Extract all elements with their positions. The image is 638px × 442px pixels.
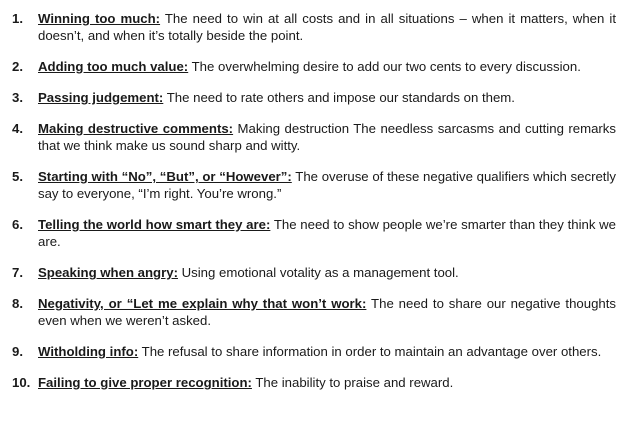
item-number: 2.	[12, 59, 23, 74]
list-item	[12, 374, 616, 391]
item-text: The overwhelming desire to add our two cents to every discussion.	[188, 59, 581, 74]
item-text: The inability to praise and reward.	[251, 375, 454, 390]
item-title: Negativity, or “Let me explain why that won’t work:	[38, 296, 367, 311]
item-title: Starting with “No”, “But”, or “However”:	[38, 169, 292, 184]
item-number: 10.	[12, 375, 31, 390]
item-text: Making destruction The needless sarcasms and cutting remarks that we think make us sound sharp and witty.	[38, 121, 616, 153]
item-title: Telling the world how smart they are:	[38, 217, 271, 232]
list-item	[12, 216, 616, 250]
item-title: Adding too much value:	[38, 59, 189, 74]
item-number: 5.	[12, 169, 23, 184]
list-item	[12, 10, 616, 44]
item-number: 8.	[12, 296, 23, 311]
item-title: Failing to give proper recognition:	[38, 375, 252, 390]
item-title: Making destructive comments:	[38, 121, 234, 136]
item-number: 1.	[12, 11, 23, 26]
list-item	[12, 295, 616, 329]
item-number: 3.	[12, 90, 23, 105]
item-text: The overuse of these negative qualifiers which secretly say to everyone, “I’m right. You’re wrong.”	[38, 169, 616, 201]
item-title: Passing judgement:	[38, 90, 164, 105]
list-item	[12, 343, 616, 360]
item-text: The need to rate others and impose our standards on them.	[163, 90, 515, 105]
habits-list	[12, 10, 616, 391]
list-item	[12, 264, 616, 281]
item-number: 6.	[12, 217, 23, 232]
list-item	[12, 168, 616, 202]
item-text: The need to show people we’re smarter than they think we are.	[38, 217, 616, 249]
item-title: Witholding info:	[38, 344, 139, 359]
item-number: 4.	[12, 121, 23, 136]
item-text: The need to share our negative thoughts even when we weren’t asked.	[38, 296, 616, 328]
item-text: The need to win at all costs and in all situations – when it matters, when it doesn’t, and when it’s totally beside the point.	[38, 11, 616, 43]
item-title: Speaking when angry:	[38, 265, 178, 280]
list-item	[12, 89, 616, 106]
item-number: 9.	[12, 344, 23, 359]
item-number: 7.	[12, 265, 23, 280]
list-item	[12, 58, 616, 75]
item-text: The refusal to share information in order to maintain an advantage over others.	[138, 344, 602, 359]
item-text: Using emotional votality as a management tool.	[177, 265, 459, 280]
item-title: Winning too much:	[38, 11, 161, 26]
list-item	[12, 120, 616, 154]
